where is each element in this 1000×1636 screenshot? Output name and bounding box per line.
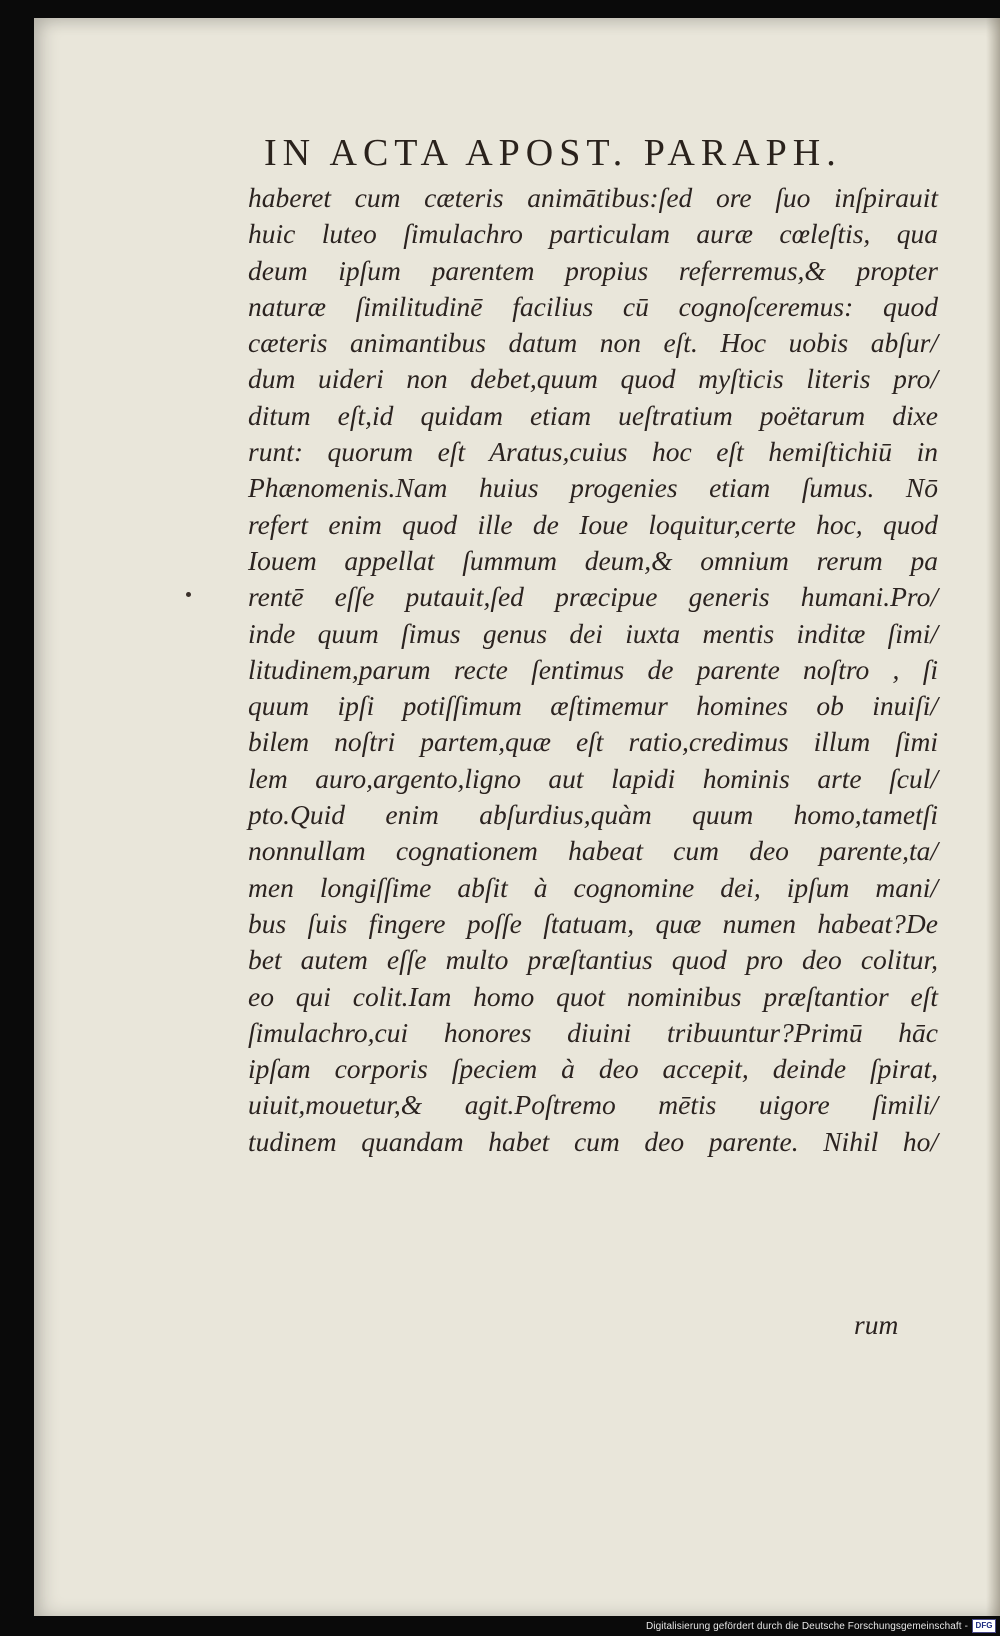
book-page	[34, 18, 1000, 1616]
text-line: tudinem quandam habet cum deo parente. Nihil ho/	[248, 1125, 938, 1157]
text-line: men longiſſime abſit à cognomine dei, ipſum mani/	[248, 871, 938, 903]
text-line: huic luteo ſimulachro particulam auræ cœleſtis, qua	[248, 218, 938, 250]
text-line: refert enim quod ille de Ioue loquitur,certe hoc, quod	[248, 508, 938, 540]
dfg-logo-icon: DFG	[972, 1619, 996, 1633]
text-line: haberet cum cæteris animātibus:ſed ore ſuo inſpirauit	[248, 182, 938, 213]
text-line: deum ipſum parentem propius referremus,& propter	[248, 254, 938, 286]
text-line: eo qui colit.Iam homo quot nominibus præſtantior eſt	[248, 980, 938, 1012]
text-line: litudinem,parum recte ſentimus de parente noſtro , ſi	[248, 653, 938, 685]
text-line: quum ipſi potiſſimum æſtimemur homines ob inuiſi/	[248, 690, 938, 722]
text-line: rentē eſſe putauit,ſed præcipue generis humani.Pro/	[248, 581, 938, 613]
text-line: dum uideri non debet,quum quod myſticis literis pro/	[248, 363, 938, 395]
dfg-credit-footer	[646, 1618, 996, 1634]
text-line: bilem noſtri partem,quæ eſt ratio,credimus illum ſimi	[248, 726, 938, 758]
text-line: naturæ ſimilitudinē facilius cū cognoſceremus: quod	[248, 290, 938, 322]
catchword: rum	[854, 1309, 899, 1340]
text-line: ſimulachro,cui honores diuini tribuuntur?Primū hāc	[248, 1016, 938, 1048]
text-line: ipſam corporis ſpeciem à deo accepit, deinde ſpirat,	[248, 1053, 938, 1085]
margin-mark	[186, 592, 191, 597]
text-line: Iouem appellat ſummum deum,& omnium rerum pa	[248, 544, 938, 576]
text-line: uiuit,mouetur,& agit.Poſtremo mētis uigore ſimili/	[248, 1089, 938, 1121]
text-line: inde quum ſimus genus dei iuxta mentis inditæ ſimi/	[248, 617, 938, 649]
text-line: runt: quorum eſt Aratus,cuius hoc eſt hemiſtichiū in	[248, 436, 938, 468]
body-text	[248, 180, 938, 1160]
text-line: pto.Quid enim abſurdius,quàm quum homo,tametſi	[248, 799, 938, 831]
dfg-credit-text: Digitalisierung gefördert durch die Deutsche Forschungsgemeinschaft -	[645, 1620, 968, 1632]
text-line: bus ſuis fingere poſſe ſtatuam, quæ numen habeat?De	[248, 907, 938, 939]
text-line: Phænomenis.Nam huius progenies etiam ſumus. Nō	[248, 472, 938, 504]
text-line: bet autem eſſe multo præſtantius quod pro deo colitur,	[248, 944, 938, 976]
text-line: lem auro,argento,ligno aut lapidi hominis arte ſcul/	[248, 762, 938, 794]
text-line: nonnullam cognationem habeat cum deo parente,ta/	[248, 835, 938, 867]
text-line: ditum eſt,id quidam etiam ueſtratium poëtarum dixe	[248, 399, 938, 431]
running-head: IN ACTA APOST. PARAPH.	[264, 132, 842, 174]
text-line: cæteris animantibus datum non eſt. Hoc uobis abſur/	[248, 327, 938, 359]
